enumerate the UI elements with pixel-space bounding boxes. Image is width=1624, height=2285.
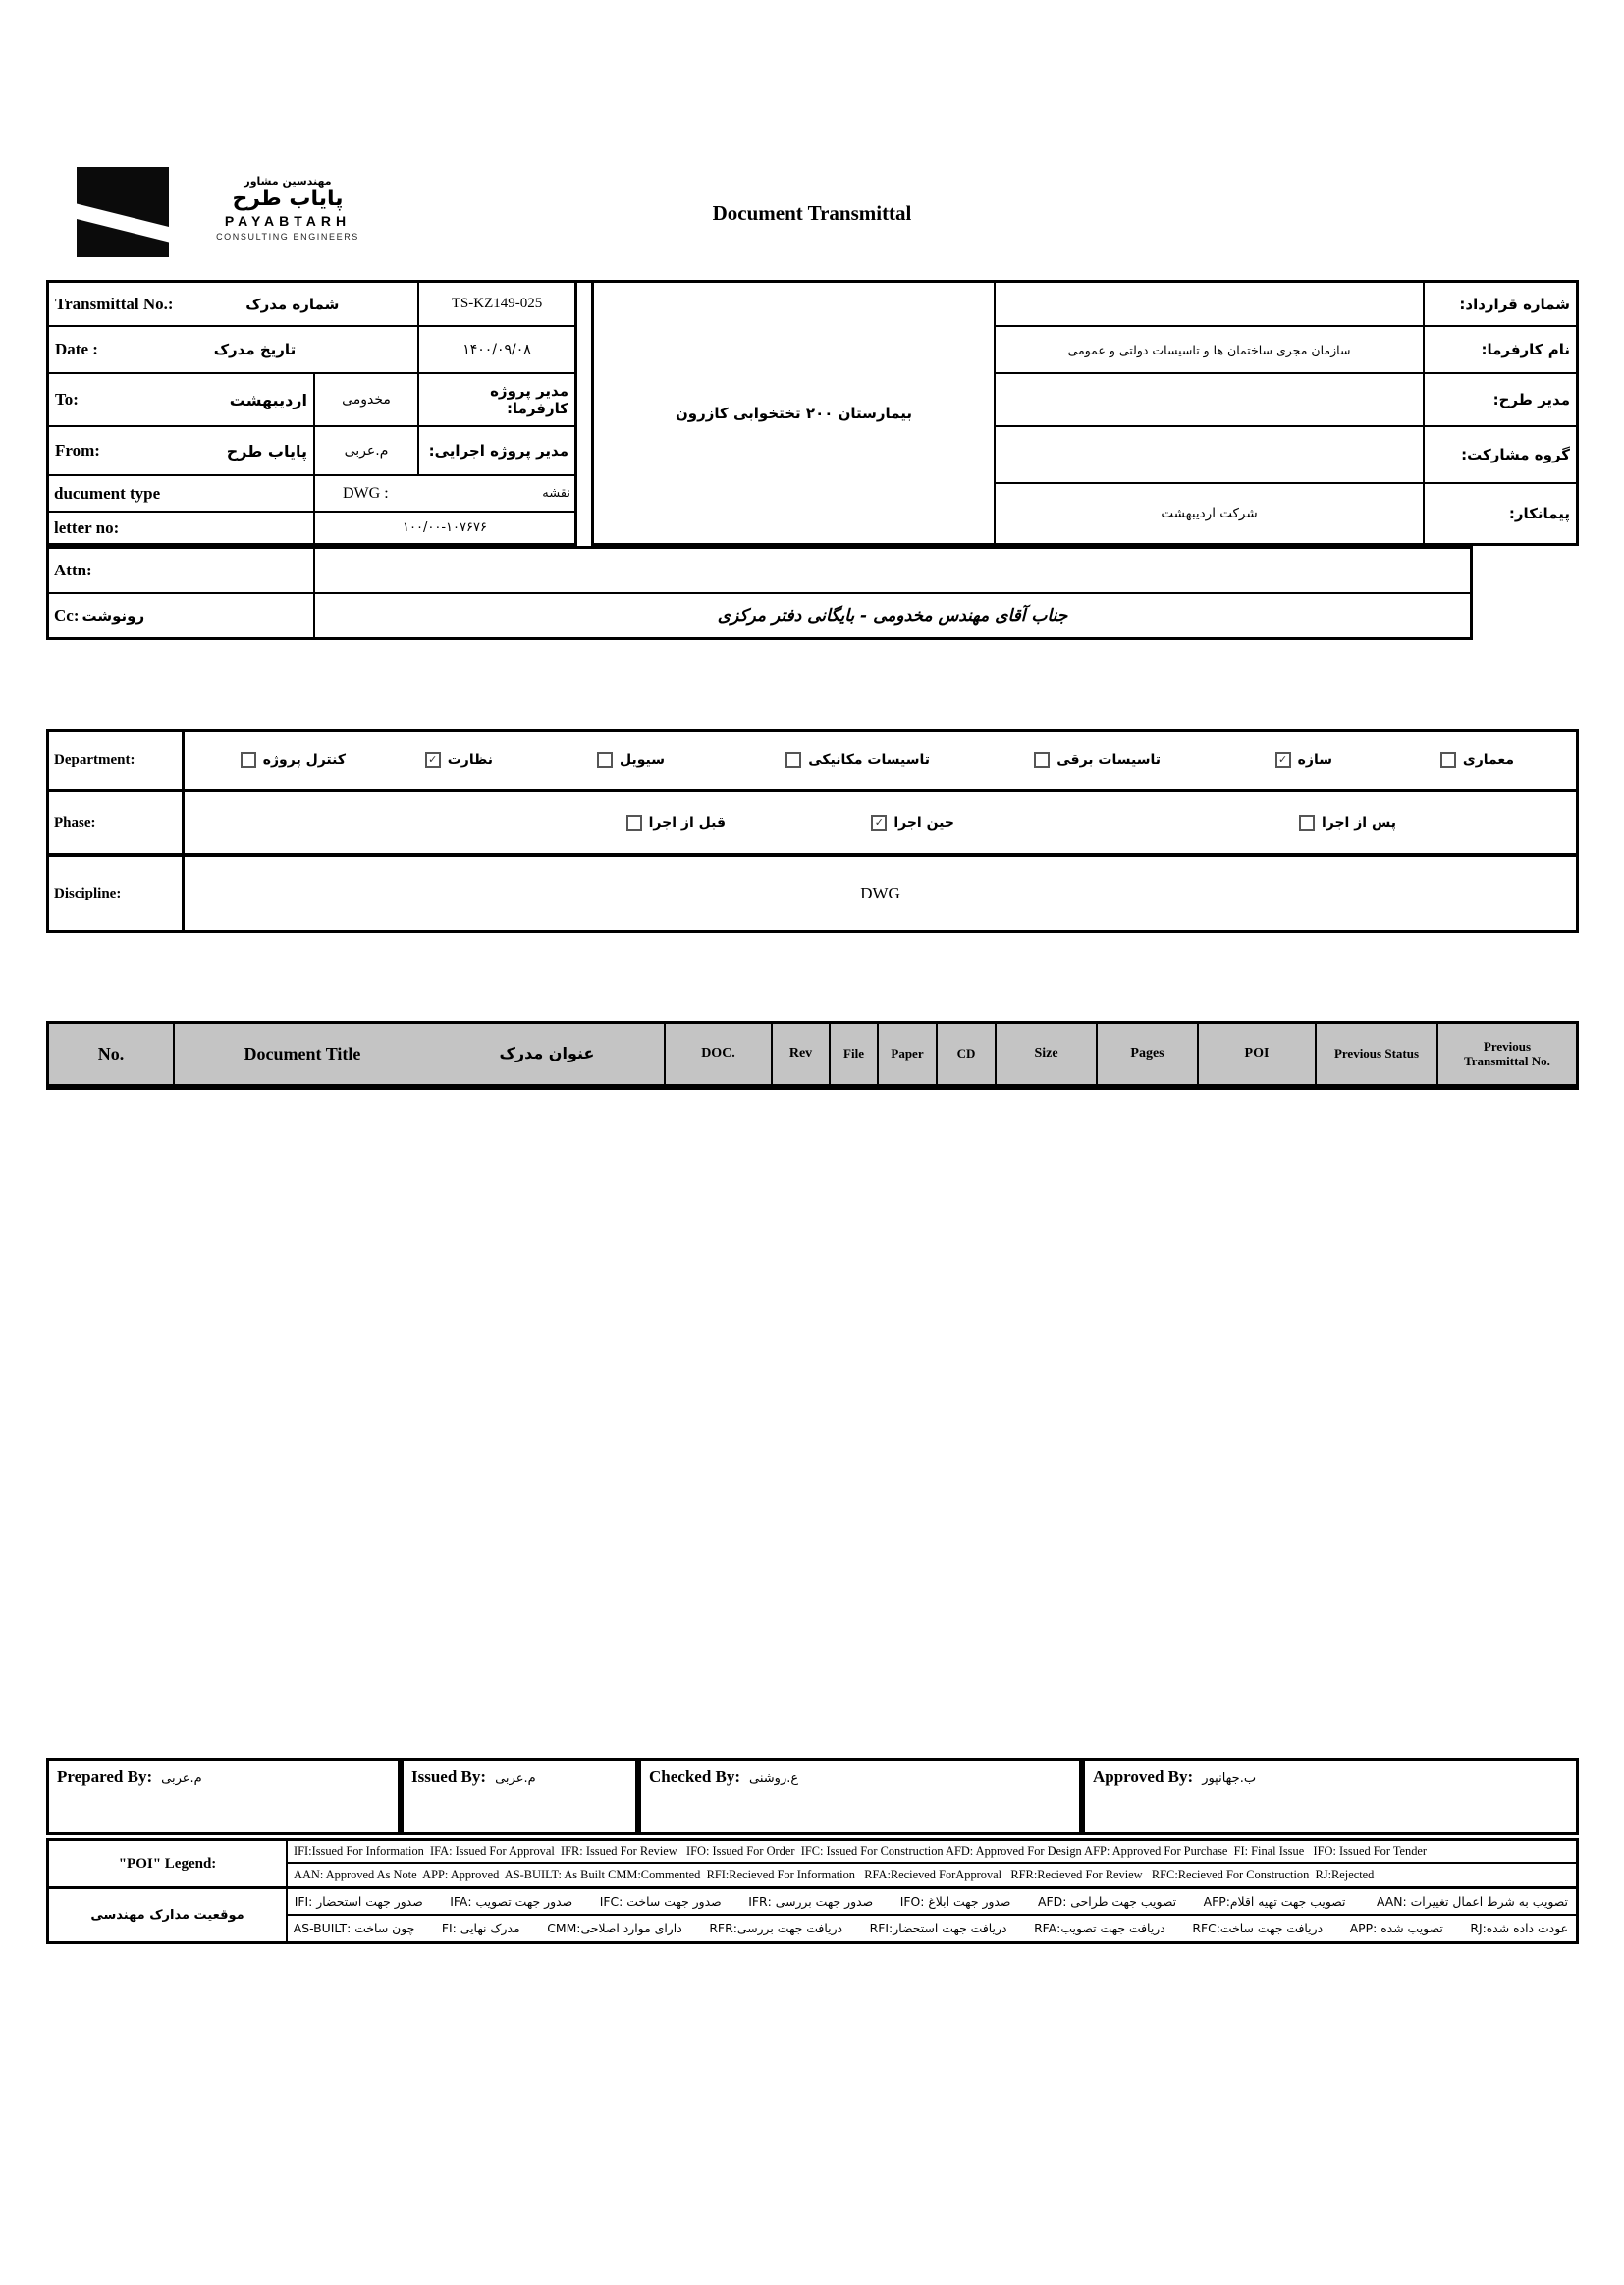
poi-legend-label: "POI" Legend: bbox=[49, 1841, 288, 1886]
checked-by-value: ع.روشنی bbox=[749, 1771, 799, 1786]
from-cell bbox=[49, 427, 315, 476]
transmittal-no-label-cell bbox=[49, 283, 419, 327]
attn-value bbox=[315, 549, 1470, 594]
checkbox-option[interactable] bbox=[1299, 815, 1396, 831]
phase-label: Phase: bbox=[49, 792, 185, 857]
date-label-cell bbox=[49, 327, 419, 374]
contract-no-value bbox=[996, 283, 1425, 327]
col-pages: Pages bbox=[1098, 1024, 1199, 1084]
transmittal-no-value: TS-KZ149-025 bbox=[419, 283, 574, 327]
checkbox-option[interactable] bbox=[241, 752, 346, 768]
contract-no-label: شماره قرارداد: bbox=[1425, 283, 1576, 327]
date-label-fa: تاریخ مدرک bbox=[213, 341, 297, 358]
letter-no-label-cell bbox=[49, 513, 315, 543]
documents-table-header bbox=[49, 1024, 1576, 1087]
unchecked-checkbox-icon[interactable] bbox=[1034, 752, 1050, 768]
doc-type-value-cell bbox=[315, 476, 574, 513]
exec-pm-label: مدیر پروژه اجرایی: bbox=[419, 427, 574, 476]
department-label: Department: bbox=[49, 732, 185, 792]
checked-by-box bbox=[638, 1758, 1082, 1835]
cc-value: جناب آقای مهندس مخدومی - بایگانی دفتر مرکزی bbox=[717, 606, 1068, 626]
logo-name-en: PAYABTARH bbox=[224, 213, 352, 230]
checkbox-option[interactable] bbox=[425, 752, 493, 768]
fa-legend-label: موقعیت مدارک مهندسی bbox=[49, 1889, 288, 1941]
to-value: اردیبهشت bbox=[229, 390, 307, 409]
checkbox-option-label: حین اجرا bbox=[893, 815, 954, 831]
checked-checkbox-icon[interactable]: ✓ bbox=[1275, 752, 1291, 768]
project-name: بیمارستان ۲۰۰ تختخوابی کازرون bbox=[675, 404, 913, 422]
transmittal-no-label-en: Transmittal No.: bbox=[55, 294, 174, 313]
attn-label: Attn: bbox=[54, 561, 92, 579]
contractor-value: شرکت اردیبهشت bbox=[996, 484, 1425, 543]
letter-no-label: letter no: bbox=[54, 517, 120, 537]
poi-legend-table bbox=[46, 1838, 1579, 1889]
date-value: ۱۴۰۰/۰۹/۰۸ bbox=[419, 327, 574, 374]
cc-label-cell bbox=[49, 594, 315, 637]
phase-options-row bbox=[185, 792, 1576, 857]
checked-checkbox-icon[interactable]: ✓ bbox=[425, 752, 441, 768]
approved-by-value: ب.جهانپور bbox=[1202, 1771, 1257, 1786]
client-pm-label: مدیر پروژه کارفرما: bbox=[419, 374, 574, 427]
page-title: Document Transmittal bbox=[712, 201, 912, 225]
discipline-label: Discipline: bbox=[49, 857, 185, 930]
attn-cc-table bbox=[46, 546, 1473, 640]
checkbox-option-label: سازه bbox=[1297, 752, 1332, 768]
col-doc: DOC. bbox=[666, 1024, 773, 1084]
project-info-table bbox=[591, 280, 1579, 546]
date-label-en: Date : bbox=[55, 340, 98, 358]
col-title bbox=[175, 1024, 666, 1084]
col-title-fa: عنوان مدرک bbox=[499, 1044, 595, 1063]
checkbox-option-label: معماری bbox=[1462, 752, 1514, 768]
client-pm-name: مخدومی bbox=[315, 374, 419, 427]
checkbox-option[interactable] bbox=[626, 815, 726, 831]
cc-label-fa: رونوشت bbox=[81, 607, 145, 625]
checkbox-option[interactable] bbox=[1440, 752, 1514, 768]
checkbox-option[interactable] bbox=[597, 752, 665, 768]
logo-tagline: CONSULTING ENGINEERS bbox=[216, 232, 359, 243]
issued-by-label: Issued By: bbox=[411, 1768, 487, 1786]
col-size: Size bbox=[997, 1024, 1098, 1084]
checkbox-option-label: تاسیسات مکانیکی bbox=[808, 752, 930, 768]
approved-by-box bbox=[1082, 1758, 1579, 1835]
documents-table bbox=[46, 1021, 1579, 1090]
unchecked-checkbox-icon[interactable] bbox=[241, 752, 256, 768]
client-name-label: نام کارفرما: bbox=[1425, 327, 1576, 374]
transmittal-info-table bbox=[46, 280, 577, 546]
fa-legend-line-2: عودت داده شده:RJ تصویب شده :APP دریافت جهت ساخت:RFC دریافت جهت تصویب:RFA دریافت جهت استحضار:RFI دریافت جهت بررسی:RFR دارای موارد اصلاحی:CMM مدرک نهایی :FI چون ساخت :AS-BUILT bbox=[293, 1921, 1568, 1936]
col-title-en: Document Title bbox=[244, 1044, 361, 1064]
poi-legend-lines bbox=[288, 1841, 1576, 1886]
checkbox-option-label: قبل از اجرا bbox=[648, 815, 726, 831]
fa-legend-line-1: تصویب به شرط اعمال تغییرات :AAN تصویب جهت تهیه اقلام:AFP تصویب جهت طراحی :AFD صدور جهت ابلاغ :IFO صدور جهت بررسی :IFR صدور جهت ساخت :IFC صدور جهت تصویب :IFA صدور جهت استحضار :IFI bbox=[288, 1889, 1576, 1916]
fa-legend-table bbox=[46, 1889, 1579, 1944]
logo-name-fa: پایاب طرح bbox=[232, 187, 344, 211]
unchecked-checkbox-icon[interactable] bbox=[1440, 752, 1456, 768]
checkbox-option[interactable] bbox=[785, 752, 930, 768]
design-manager-value bbox=[996, 374, 1425, 427]
col-cd: CD bbox=[938, 1024, 997, 1084]
logo-subtitle-fa: مهندسین مشاور bbox=[244, 175, 332, 188]
attn-label-cell bbox=[49, 549, 315, 594]
checked-checkbox-icon[interactable]: ✓ bbox=[871, 815, 887, 831]
department-options-row bbox=[185, 732, 1576, 792]
approved-by-label: Approved By: bbox=[1093, 1768, 1194, 1786]
to-label: To: bbox=[55, 390, 79, 408]
checkbox-option-label: نظارت bbox=[447, 752, 493, 768]
contractor-label: پیمانکار: bbox=[1508, 505, 1570, 522]
poi-legend-line-1: IFI:Issued For Information IFA: Issued For Approval IFR: Issued For Review IFO: Issued For Order IFC: Issued For Construction AFD: Approved For Design AFP: Approved For Purchase FI: Final Issue IFO: Issued For Tender bbox=[288, 1841, 1576, 1864]
issued-by-value: م.عربی bbox=[495, 1771, 536, 1786]
classification-table bbox=[46, 729, 1579, 933]
issued-by-box bbox=[401, 1758, 638, 1835]
doc-type-label: ducument type bbox=[54, 483, 161, 503]
client-name-value: سازمان مجری ساختمان ها و تاسیسات دولتی و عمومی bbox=[996, 327, 1425, 374]
doc-type-value-fa: نقشه bbox=[542, 486, 570, 501]
unchecked-checkbox-icon[interactable] bbox=[1299, 815, 1315, 831]
fa-legend-lines bbox=[288, 1889, 1576, 1941]
checkbox-option-label: کنترل پروژه bbox=[262, 752, 346, 768]
checkbox-option-label: تاسیسات برقی bbox=[1056, 752, 1161, 768]
col-no: No. bbox=[49, 1024, 175, 1084]
poi-legend-line-2: AAN: Approved As Note APP: Approved AS-BUILT: As Built CMM:Commented RFI:Recieved For Information RFA:Recieved ForApproval RFR:Recieved For Review RFC:Recieved For Construction RJ:Rejected bbox=[294, 1868, 1375, 1881]
transmittal-no-label-fa: شماره مدرک bbox=[245, 295, 340, 313]
col-poi: POI bbox=[1199, 1024, 1317, 1084]
checkbox-option[interactable] bbox=[871, 815, 954, 831]
to-cell bbox=[49, 374, 315, 427]
doc-type-label-cell bbox=[49, 476, 315, 513]
checkbox-option[interactable] bbox=[1275, 752, 1332, 768]
unchecked-checkbox-icon[interactable] bbox=[597, 752, 613, 768]
letter-no-value: ۱۰۰/۰۰-۱۰۷۶۷۶ bbox=[403, 520, 487, 535]
unchecked-checkbox-icon[interactable] bbox=[785, 752, 801, 768]
col-file: File bbox=[831, 1024, 879, 1084]
checked-by-label: Checked By: bbox=[649, 1768, 741, 1786]
project-name-cell bbox=[594, 283, 996, 543]
cc-label-en: Cc: bbox=[54, 606, 80, 625]
partnership-group-label: گروه مشارکت: bbox=[1425, 427, 1576, 484]
from-label: From: bbox=[55, 441, 100, 460]
checkbox-option-label: پس از اجرا bbox=[1321, 815, 1396, 831]
col-prev-transmittal: Previous Transmittal No. bbox=[1464, 1038, 1550, 1068]
partnership-group-value bbox=[996, 427, 1425, 484]
checkbox-option[interactable] bbox=[1034, 752, 1161, 768]
col-rev: Rev bbox=[773, 1024, 831, 1084]
discipline-value: DWG bbox=[860, 884, 900, 902]
exec-pm-name: م.عربی bbox=[315, 427, 419, 476]
doc-type-value-en: DWG : bbox=[343, 484, 389, 502]
from-value: پایاب طرح bbox=[226, 441, 307, 461]
design-manager-label: مدیر طرح: bbox=[1425, 374, 1576, 427]
unchecked-checkbox-icon[interactable] bbox=[626, 815, 642, 831]
prepared-by-label: Prepared By: bbox=[57, 1768, 153, 1786]
prepared-by-value: م.عربی bbox=[161, 1771, 202, 1786]
prepared-by-box bbox=[46, 1758, 401, 1835]
checkbox-option-label: سیویل bbox=[619, 752, 665, 768]
col-prev-status: Previous Status bbox=[1317, 1024, 1438, 1084]
col-paper: Paper bbox=[879, 1024, 938, 1084]
